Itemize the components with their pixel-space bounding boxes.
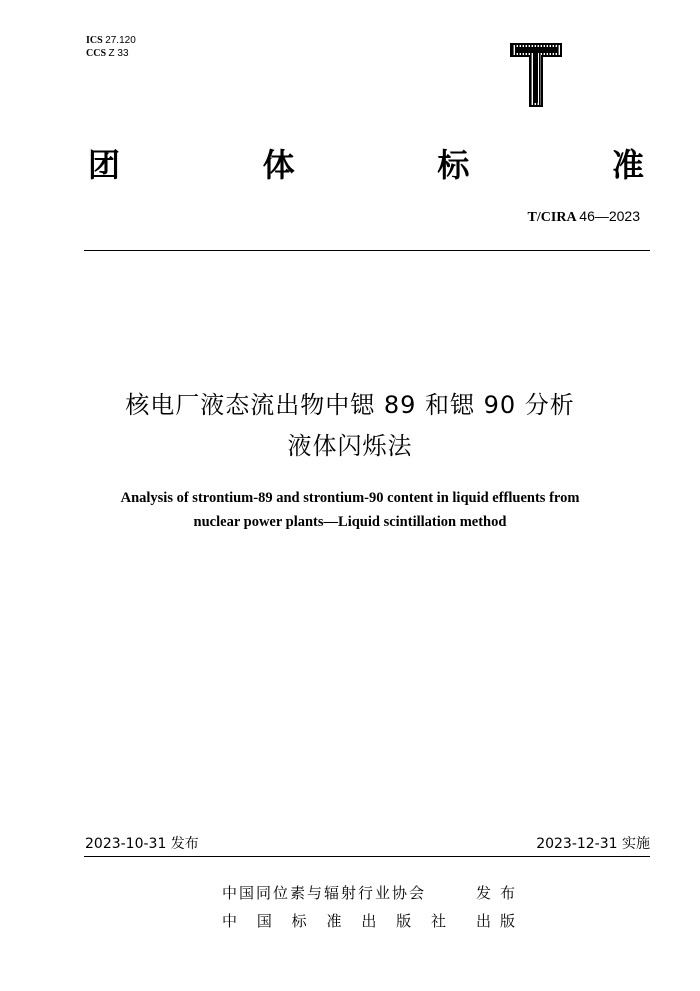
classification-codes: [86, 34, 136, 60]
header-divider: [84, 250, 650, 251]
title-en-line2: nuclear power plants—Liquid scintillation method: [193, 514, 507, 530]
title-zh-line2: 液体闪烁法: [287, 432, 413, 460]
footer-divider: [84, 856, 650, 857]
printer-org-char: 版: [396, 912, 412, 930]
standard-type-char: 体: [262, 146, 295, 184]
printer-org-char: 标: [291, 912, 307, 930]
printer-org-char: 中: [222, 912, 238, 930]
standard-type-char: 标: [437, 146, 470, 184]
printer-org-char: 国: [256, 912, 272, 930]
ics-code: ICS 27.120: [86, 35, 136, 46]
printer-org-char: 准: [326, 912, 342, 930]
printer-org-char: 出: [361, 912, 377, 930]
publisher-org: 中国同位素与辐射行业协会: [222, 884, 427, 902]
printer-action: 出版: [476, 912, 525, 930]
printer-org-char: 社: [430, 912, 446, 930]
title-en-line1: Analysis of strontium-89 and strontium-90 content in liquid effluents from: [120, 490, 580, 506]
standard-type-heading: [88, 140, 644, 186]
standard-type-char: 准: [611, 146, 644, 184]
publisher-action: 发布: [476, 884, 525, 902]
printer-org: [222, 906, 446, 936]
issue-date: 2023-10-31 发布: [85, 836, 199, 852]
standard-type-char: 团: [88, 146, 121, 184]
standard-number: T/CIRA 46—2023: [527, 208, 640, 225]
implement-date: 2023-12-31 实施: [536, 836, 650, 852]
t-logo-icon: [509, 42, 563, 108]
title-zh-line1: 核电厂液态流出物中锶 89 和锶 90 分析: [125, 391, 575, 419]
ccs-code: CCS Z 33: [86, 48, 129, 59]
